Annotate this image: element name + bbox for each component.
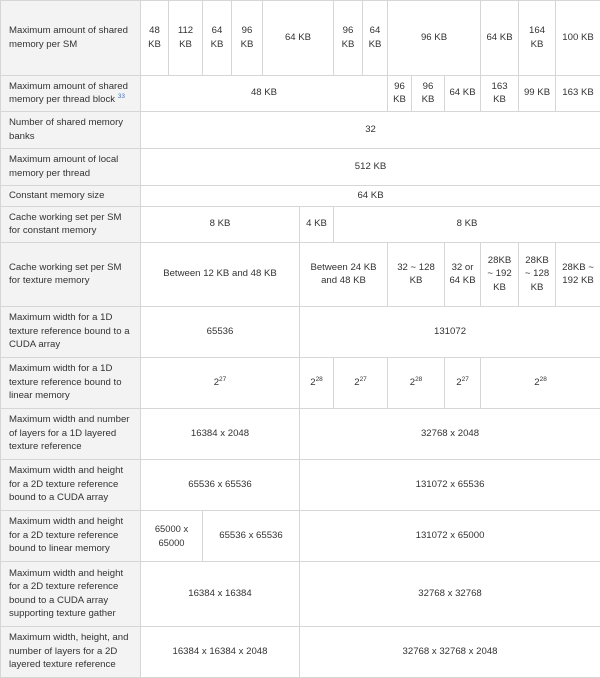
table-row <box>1 459 600 510</box>
table-row <box>1 626 600 677</box>
power-base: 2 <box>534 377 539 388</box>
table-cell: 163 KB <box>481 75 519 111</box>
row-label-local-memory: Maximum amount of local memory per thread <box>1 148 141 185</box>
row-label-shared-memory-per-block <box>1 75 141 111</box>
table-cell <box>445 357 481 408</box>
table-row <box>1 148 600 185</box>
table-cell: 65536 <box>141 306 300 357</box>
table-cell: 48 KB <box>141 1 169 76</box>
table-row <box>1 561 600 626</box>
table-cell: 32768 x 2048 <box>300 408 600 459</box>
table-cell: 96 KB <box>412 75 445 111</box>
table-cell <box>141 357 300 408</box>
table-cell: 32768 x 32768 <box>300 561 600 626</box>
table-cell: 64 KB <box>445 75 481 111</box>
table-cell: 28KB ~ 192 KB <box>481 242 519 306</box>
table-cell: 64 KB <box>141 185 600 206</box>
power-base: 2 <box>310 377 315 388</box>
table-row <box>1 306 600 357</box>
table-cell: 16384 x 16384 x 2048 <box>141 626 300 677</box>
table-cell: Between 24 KB and 48 KB <box>300 242 388 306</box>
table-row <box>1 357 600 408</box>
table-cell: 8 KB <box>334 206 600 242</box>
table-cell: 96 KB <box>388 75 412 111</box>
power-base: 2 <box>214 377 219 388</box>
power-exponent: 27 <box>219 376 226 383</box>
table-cell <box>388 357 445 408</box>
row-label-shared-memory-per-sm: Maximum amount of shared memory per SM <box>1 1 141 76</box>
table-cell: 163 KB <box>556 75 600 111</box>
table-cell: 64 KB <box>263 1 334 76</box>
table-cell: 28KB ~ 128 KB <box>519 242 556 306</box>
row-label-1d-texture-cuda-array: Maximum width for a 1D texture reference bound to a CUDA array <box>1 306 141 357</box>
table-cell: 32768 x 32768 x 2048 <box>300 626 600 677</box>
row-label-2d-texture-linear: Maximum width and height for a 2D texture reference bound to linear memory <box>1 510 141 561</box>
row-label-2d-texture-gather: Maximum width and height for a 2D texture reference bound to a CUDA array supporting texture gather <box>1 561 141 626</box>
row-label-1d-layered-texture: Maximum width and number of layers for a 1D layered texture reference <box>1 408 141 459</box>
row-label-1d-texture-linear: Maximum width for a 1D texture reference bound to linear memory <box>1 357 141 408</box>
table-cell: 16384 x 16384 <box>141 561 300 626</box>
table-cell: 28KB ~ 192 KB <box>556 242 600 306</box>
power-exponent: 27 <box>462 376 469 383</box>
table-cell: 131072 <box>300 306 600 357</box>
power-base: 2 <box>456 377 461 388</box>
table-cell <box>481 357 600 408</box>
table-cell: 65000 x 65000 <box>141 510 203 561</box>
table-row <box>1 111 600 148</box>
power-base: 2 <box>410 377 415 388</box>
row-label-text: Maximum amount of shared memory per thread block <box>9 81 128 106</box>
row-label-texture-cache: Cache working set per SM for texture memory <box>1 242 141 306</box>
power-exponent: 28 <box>316 376 323 383</box>
table-cell: 4 KB <box>300 206 334 242</box>
table-cell <box>300 357 334 408</box>
table-cell: 131072 x 65536 <box>300 459 600 510</box>
row-label-2d-layered-texture: Maximum width, height, and number of layers for a 2D layered texture reference <box>1 626 141 677</box>
table-row <box>1 242 600 306</box>
power-exponent: 27 <box>360 376 367 383</box>
table-cell: 32 or 64 KB <box>445 242 481 306</box>
table-row <box>1 1 600 76</box>
table-cell: 512 KB <box>141 148 600 185</box>
table-cell: 32 <box>141 111 600 148</box>
table-cell: Between 12 KB and 48 KB <box>141 242 300 306</box>
table-cell <box>334 357 388 408</box>
table-cell: 8 KB <box>141 206 300 242</box>
table-cell: 64 KB <box>203 1 232 76</box>
table-cell: 112 KB <box>169 1 203 76</box>
row-label-constant-memory: Constant memory size <box>1 185 141 206</box>
power-base: 2 <box>354 377 359 388</box>
table-row <box>1 185 600 206</box>
table-row <box>1 75 600 111</box>
table-cell: 100 KB <box>556 1 600 76</box>
table-row <box>1 408 600 459</box>
row-label-2d-texture-cuda-array: Maximum width and height for a 2D texture reference bound to a CUDA array <box>1 459 141 510</box>
table-cell: 48 KB <box>141 75 388 111</box>
table-cell: 65536 x 65536 <box>203 510 300 561</box>
footnote-link[interactable]: 33 <box>118 93 125 100</box>
power-exponent: 28 <box>415 376 422 383</box>
row-label-shared-memory-banks: Number of shared memory banks <box>1 111 141 148</box>
power-exponent: 28 <box>540 376 547 383</box>
table-row <box>1 206 600 242</box>
table-cell: 99 KB <box>519 75 556 111</box>
table-cell: 64 KB <box>481 1 519 76</box>
table-cell: 96 KB <box>232 1 263 76</box>
table-row <box>1 510 600 561</box>
table-cell: 131072 x 65000 <box>300 510 600 561</box>
table-cell: 164 KB <box>519 1 556 76</box>
table-cell: 65536 x 65536 <box>141 459 300 510</box>
row-label-constant-cache: Cache working set per SM for constant memory <box>1 206 141 242</box>
table-cell: 96 KB <box>388 1 481 76</box>
table-cell: 16384 x 2048 <box>141 408 300 459</box>
table-cell: 96 KB <box>334 1 363 76</box>
table-cell: 64 KB <box>363 1 388 76</box>
table-cell: 32 ~ 128 KB <box>388 242 445 306</box>
